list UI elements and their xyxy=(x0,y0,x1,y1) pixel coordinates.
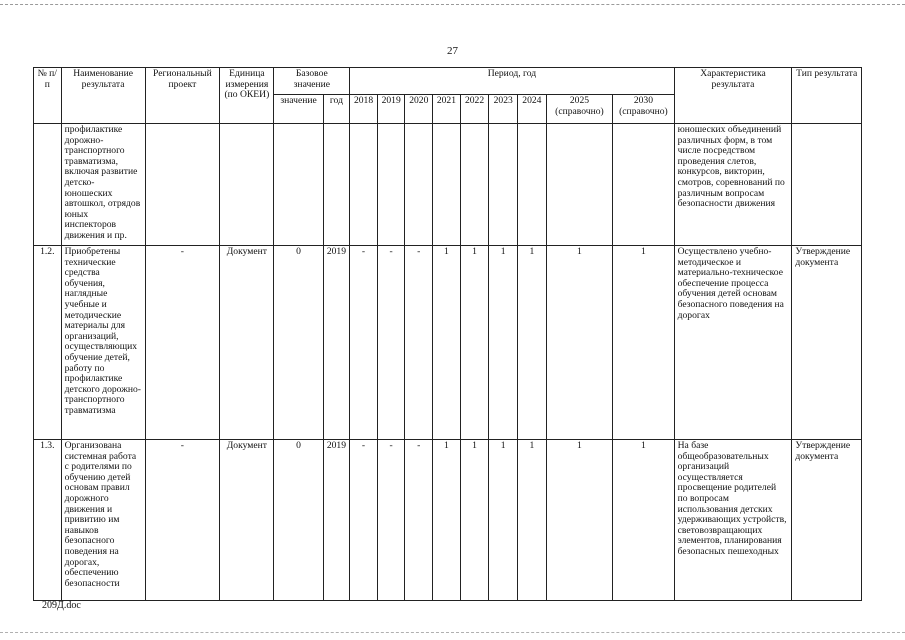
header-year: 2018 xyxy=(350,95,378,124)
row-year-value: - xyxy=(377,246,405,440)
row-value-2025: 1 xyxy=(546,246,613,440)
table-row xyxy=(34,124,862,246)
header-regional: Региональный проект xyxy=(145,68,220,124)
row-value-2025 xyxy=(546,124,613,246)
row-base-year xyxy=(323,124,350,246)
header-num: № п/п xyxy=(34,68,62,124)
header-year-2025: 2025 (справочно) xyxy=(546,95,613,124)
row-year-value: 1 xyxy=(518,246,547,440)
row-regional xyxy=(145,124,220,246)
scan-edge-bottom xyxy=(0,632,905,633)
row-type: Утверждение документа xyxy=(792,246,862,440)
header-period: Период, год xyxy=(350,68,674,95)
row-year-value xyxy=(433,124,461,246)
row-type: Утверждение документа xyxy=(792,440,862,601)
header-base-value: значение xyxy=(274,95,323,124)
row-name: профилактике дорожно-транспортного травматизма, включая развитие детско-юношеских автошкол, отрядов юных инспекторов движения и пр. xyxy=(61,124,145,246)
row-year-value: 1 xyxy=(518,440,547,601)
row-year-value xyxy=(489,124,518,246)
row-base-value xyxy=(274,124,323,246)
row-value-2030 xyxy=(613,124,674,246)
row-year-value: - xyxy=(405,440,433,601)
row-base-value: 0 xyxy=(274,440,323,601)
row-value-2030: 1 xyxy=(613,246,674,440)
row-num: 1.2. xyxy=(34,246,62,440)
footer-filename: 209Д.doc xyxy=(42,600,81,611)
row-year-value: 1 xyxy=(489,440,518,601)
row-characteristic: Осуществлено учебно-методическое и материально-техническое обеспечение процесса обучения детей основам безопасного поведения на дорогах xyxy=(674,246,792,440)
row-year-value xyxy=(377,124,405,246)
row-characteristic: На базе общеобразовательных организаций осуществляется просвещение родителей по вопросам использования детских удерживающих устройств, световозвращающих элементов, планирования безопасных пешеходных xyxy=(674,440,792,601)
header-year: 2020 xyxy=(405,95,433,124)
row-num xyxy=(34,124,62,246)
header-row-1 xyxy=(34,68,862,95)
header-name: Наименование результата xyxy=(61,68,145,124)
header-unit: Единица измерения (по ОКЕИ) xyxy=(220,68,274,124)
row-base-year: 2019 xyxy=(323,246,350,440)
row-year-value xyxy=(518,124,547,246)
row-year-value xyxy=(460,124,489,246)
table-row xyxy=(34,246,862,440)
header-type: Тип результата xyxy=(792,68,862,124)
row-unit xyxy=(220,124,274,246)
scan-edge-top xyxy=(0,4,905,5)
row-year-value: 1 xyxy=(489,246,518,440)
row-base-value: 0 xyxy=(274,246,323,440)
row-year-value: 1 xyxy=(460,440,489,601)
row-year-value: - xyxy=(405,246,433,440)
header-year: 2023 xyxy=(489,95,518,124)
row-name: Организована системная работа с родителями по обучению детей основам правил дорожного движения и привитию им навыков безопасного поведения на дорогах, обеспечению безопасности xyxy=(61,440,145,601)
row-base-year: 2019 xyxy=(323,440,350,601)
header-year: 2024 xyxy=(518,95,547,124)
row-year-value: - xyxy=(350,440,378,601)
row-unit: Документ xyxy=(220,440,274,601)
row-regional: - xyxy=(145,440,220,601)
row-year-value: - xyxy=(350,246,378,440)
row-characteristic: юношеских объединений различных форм, в том числе посредством проведения слетов, конкурсов, викторин, смотров, соревнований по различным вопросам безопасности движения xyxy=(674,124,792,246)
row-unit: Документ xyxy=(220,246,274,440)
header-year: 2021 xyxy=(433,95,461,124)
header-year-2030: 2030 (справочно) xyxy=(613,95,674,124)
page-number: 27 xyxy=(447,45,458,57)
row-year-value: 1 xyxy=(433,246,461,440)
header-characteristic: Характеристика результата xyxy=(674,68,792,124)
results-table xyxy=(33,67,862,601)
row-year-value: - xyxy=(377,440,405,601)
row-value-2030: 1 xyxy=(613,440,674,601)
header-year: 2022 xyxy=(460,95,489,124)
header-year: 2019 xyxy=(377,95,405,124)
row-name: Приобретены технические средства обучения, наглядные учебные и методические материалы для организаций, осуществляющих обучение детей, работу по профилактике детского дорожно-транспортного травматизма xyxy=(61,246,145,440)
header-base-year: год xyxy=(323,95,350,124)
row-type xyxy=(792,124,862,246)
row-value-2025: 1 xyxy=(546,440,613,601)
row-year-value: 1 xyxy=(460,246,489,440)
row-regional: - xyxy=(145,246,220,440)
table-row xyxy=(34,440,862,601)
row-year-value: 1 xyxy=(433,440,461,601)
header-base: Базовое значение xyxy=(274,68,350,95)
row-num: 1.3. xyxy=(34,440,62,601)
row-year-value xyxy=(405,124,433,246)
row-year-value xyxy=(350,124,378,246)
